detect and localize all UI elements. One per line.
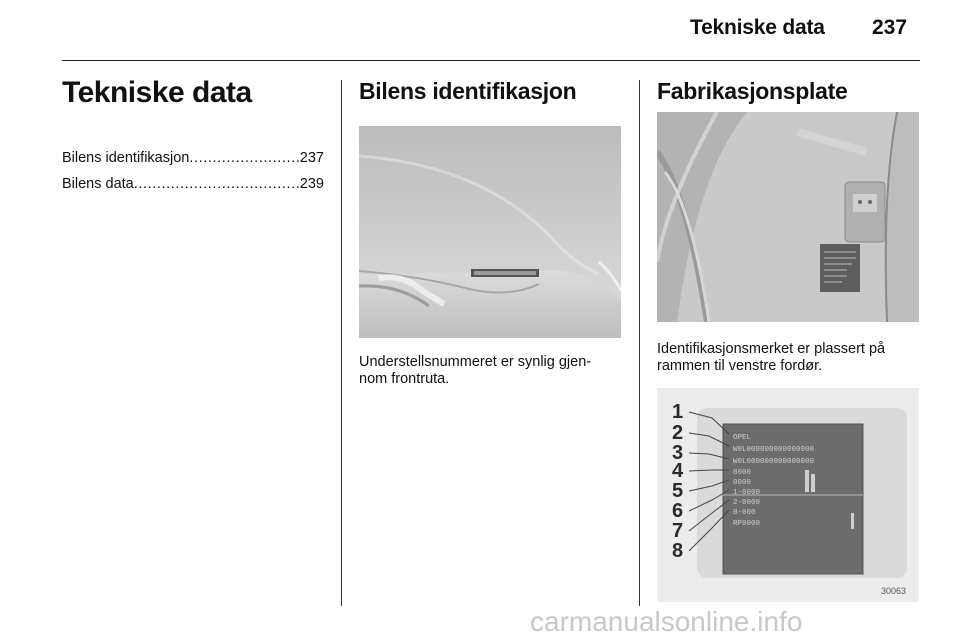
callout-number: 7 <box>672 520 684 542</box>
description-line: rammen til venstre fordør. <box>657 358 823 374</box>
door-frame-illustration <box>657 112 919 322</box>
windscreen-vin-photo <box>359 126 621 338</box>
plate-line: 0-000 <box>733 509 756 517</box>
description-line: Understellsnummeret er synlig gjen- <box>359 354 592 370</box>
callout-number: 1 <box>672 401 684 423</box>
toc-entry-page: 239 <box>299 176 324 192</box>
door-frame-photo <box>657 112 919 322</box>
id-plate-description <box>657 341 885 375</box>
toc-entry[interactable] <box>62 176 324 192</box>
plate-line: 0000 <box>733 479 752 487</box>
callout-number: 5 <box>672 480 684 502</box>
windscreen-vin-description <box>359 354 591 388</box>
section-title-id-plate: Fabrikasjonsplate <box>657 78 848 104</box>
image-reference-code: 30063 <box>881 586 907 596</box>
plate-line: RP0000 <box>733 520 761 528</box>
id-plate-illustration <box>657 388 919 602</box>
page-number: 237 <box>872 16 908 39</box>
site-watermark: carmanualsonline.info <box>530 606 803 637</box>
callout-number: 6 <box>672 500 684 522</box>
column-divider-left <box>341 80 342 606</box>
callout-number: 4 <box>672 460 684 482</box>
header-rule <box>62 60 920 61</box>
toc-entry-label: Bilens data <box>62 176 134 192</box>
section-title-vehicle-identification: Bilens identifikasjon <box>359 78 577 104</box>
plate-line: 0000 <box>733 469 752 477</box>
id-plate-closeup <box>657 388 919 602</box>
description-line: nom frontruta. <box>359 371 450 387</box>
callout-number: 8 <box>672 540 684 562</box>
toc-entry[interactable] <box>62 150 324 166</box>
toc-leader-dots <box>189 150 299 166</box>
toc-entry-page: 237 <box>299 150 324 166</box>
windscreen-illustration <box>359 126 621 338</box>
plate-line: 2-0000 <box>733 499 761 507</box>
callout-number: 2 <box>672 422 684 444</box>
running-header-title: Tekniske data <box>690 16 825 39</box>
plate-line: OPEL <box>733 434 752 442</box>
plate-line: W0L000000000000000 <box>733 458 815 466</box>
column-divider-right <box>639 80 640 606</box>
callout-number: 3 <box>672 442 684 464</box>
toc-entry-label: Bilens identifikasjon <box>62 150 190 166</box>
toc-leader-dots <box>134 176 300 192</box>
plate-line: W0L000000000000000 <box>733 446 815 454</box>
plate-line: 1-0000 <box>733 489 761 497</box>
chapter-title: Tekniske data <box>62 76 252 109</box>
description-line: Identifikasjonsmerket er plassert på <box>657 341 886 357</box>
